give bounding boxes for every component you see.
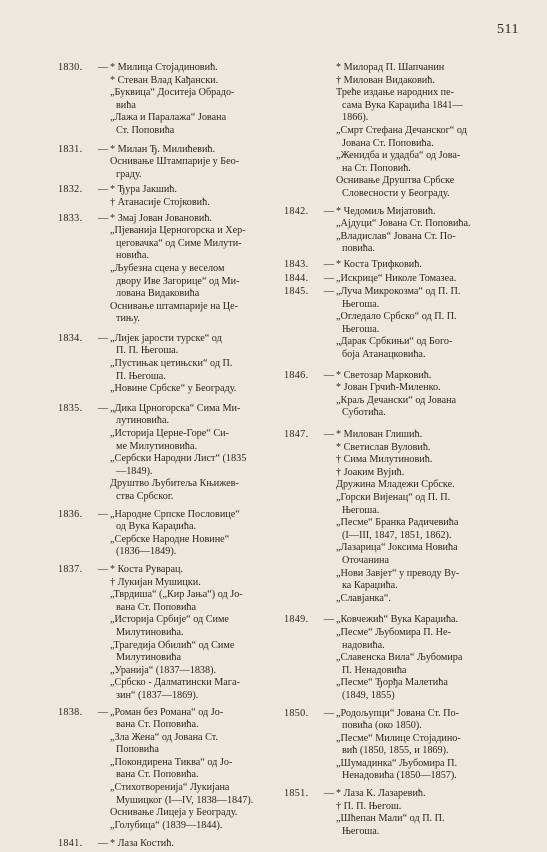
entry-line: повића (око 1850). <box>342 720 422 732</box>
entry-year: 1833. <box>58 212 83 224</box>
chronology-entry <box>58 838 290 851</box>
entry-year: 1837. <box>58 563 83 575</box>
entry-line: * Коста Трифковић. <box>336 258 422 270</box>
entry-line: (1849, 1855) <box>342 689 395 701</box>
entry-line: „Славјанка“. <box>336 592 391 604</box>
entry-dash: — <box>97 563 109 575</box>
entry-line: ства Србског. <box>116 491 174 502</box>
chronology-entry <box>58 213 290 326</box>
entry-lines <box>336 614 506 702</box>
entry-line: П. Ненадовића <box>342 664 407 676</box>
entry-line: † Јоаким Вујић. <box>336 466 405 478</box>
entry-lines <box>336 273 506 286</box>
entry-line: „Пустињак цетињски“ од П. <box>110 358 233 370</box>
entry-lines <box>110 403 290 504</box>
entry-dash: — <box>97 508 109 520</box>
entry-year: 1851. <box>284 788 309 800</box>
entry-line: „Ајдуци“ Јована Ст. Поповића. <box>336 218 471 230</box>
entry-dash: — <box>97 838 109 850</box>
entry-line: Мушицког (I—IV, 1838—1847). <box>116 794 254 806</box>
entry-line: надовића. <box>342 639 385 651</box>
entry-year: 1834. <box>58 332 83 344</box>
entry-lines <box>110 838 290 851</box>
entry-line: Оснивање Лицеја у Београду. <box>110 807 238 819</box>
entry-lines <box>110 213 290 326</box>
entry-lines <box>336 259 506 272</box>
entry-line: * Светислав Вуловић. <box>336 441 431 453</box>
entry-line: „Песме“ Бранка Радичевића <box>336 517 459 529</box>
entry-line: Треће издање народних пе- <box>336 87 455 99</box>
entry-lines <box>110 707 290 833</box>
entry-line: „Родољупци“ Јована Ст. По- <box>336 707 459 719</box>
entry-lines <box>110 184 290 209</box>
entry-line: „Покондирена Тиква“ од Јо- <box>110 756 233 768</box>
chronology-entry <box>284 788 506 838</box>
entry-lines <box>336 370 506 420</box>
entry-line: „Горски Вијенац“ од П. П. <box>336 492 451 503</box>
entry-line: * Коста Руварац. <box>110 563 184 575</box>
entry-line: (1836—1849). <box>116 546 177 558</box>
entry-line: Друштво Љубитеља Књижев- <box>110 478 239 490</box>
entry-year: 1850. <box>284 707 309 719</box>
entry-year: 1846. <box>284 369 309 381</box>
chronology-entry <box>284 273 506 286</box>
entry-line: † Атанасије Стојковић. <box>110 196 210 208</box>
entry-dash: — <box>97 402 109 414</box>
entry-line: Оснивање Друштва Србске <box>336 175 455 187</box>
entry-dash: — <box>323 286 335 298</box>
entry-line: вић (1850, 1855, и 1869). <box>342 745 449 757</box>
entry-line: „Шумадинка“ Љубомира П. <box>336 757 458 769</box>
entry-line: боја Атанацковића. <box>342 349 426 361</box>
entry-dash: — <box>97 212 109 224</box>
entry-year: 1835. <box>58 402 83 414</box>
entry-line: „Песме“ Љубомира П. Не- <box>336 626 451 638</box>
entry-lines <box>336 206 506 256</box>
chronology-entry <box>58 707 290 833</box>
entry-line: Милутиновића. <box>116 626 184 638</box>
entry-line: * Милован Глишић. <box>336 429 423 441</box>
entry-line: * Светозар Марковић. <box>336 369 432 381</box>
entry-line: од Вука Караџића. <box>116 521 197 533</box>
entry-line: „Огледало Србско“ од П. П. <box>336 311 457 323</box>
entry-line: Поповића <box>116 744 159 756</box>
entry-line: „Владислав“ Јована Ст. По- <box>336 230 456 242</box>
entry-line: Ненадовића (1850—1857). <box>342 770 457 782</box>
entry-line: вана Ст. Поповића. <box>116 769 199 781</box>
entry-dash: — <box>323 788 335 800</box>
entry-year: 1844. <box>284 272 309 284</box>
entry-line: „Песме“ Ђорђа Малетића <box>336 677 448 689</box>
entry-line: * Јован Грчић-Миленко. <box>336 382 441 394</box>
entry-line: „Ковчежић“ Вука Караџића. <box>336 614 459 626</box>
entry-line: „Буквица“ Доситеја Обрадо- <box>110 87 235 99</box>
entry-line: * Милорад П. Шапчанин <box>336 62 445 73</box>
entry-line: двору Иве Загорице“ од Ми- <box>116 275 240 287</box>
entry-line: „Уранија“ (1837—1838). <box>110 664 217 676</box>
entry-line: „Песме“ Милице Стојадино- <box>336 732 461 744</box>
entry-line: * Милица Стојадиновић. <box>110 62 218 73</box>
entry-year: 1836. <box>58 508 83 520</box>
entry-line: * Ђура Јакшић. <box>110 184 177 196</box>
entry-line: лутиновића. <box>116 415 170 427</box>
entry-lines <box>336 429 506 605</box>
entry-line: Суботића. <box>342 407 386 419</box>
entry-line: П. П. Његоша. <box>116 345 179 357</box>
entry-line: „Тврдиша“ („Кир Јања“) од Јо- <box>110 589 243 601</box>
entry-line: † П. П. Његош. <box>336 800 402 812</box>
chronology-entry <box>58 403 290 504</box>
entry-year: 1838. <box>58 706 83 718</box>
entry-dash: — <box>97 706 109 718</box>
entry-line: „Сербски Народни Лист“ (1835 <box>110 453 247 465</box>
chronology-entry <box>58 509 290 559</box>
entry-lines <box>336 286 506 362</box>
entry-line: „Женидба и удадба“ од Јова- <box>336 150 461 162</box>
entry-line: „Луча Микрокозма“ од П. П. <box>336 286 461 298</box>
entry-line: † Сима Милутиновић. <box>336 454 433 466</box>
entry-line: „Славенска Вила“ Љубомира <box>336 652 463 664</box>
entry-line: * Милан Ђ. Милићевић. <box>110 143 216 155</box>
entry-line: повића. <box>342 243 375 255</box>
entry-line: Његоша. <box>342 825 380 837</box>
entry-year: 1843. <box>284 258 309 270</box>
entry-line: * Стеван Влад Кађански. <box>110 74 219 86</box>
chronology-entry <box>284 259 506 272</box>
entry-line: Оснивање Штампарије у Бео- <box>110 156 240 168</box>
entry-line: * Змај Јован Јовановић. <box>110 212 212 224</box>
entry-dash: — <box>323 205 335 217</box>
entry-line: „Дика Црногорска“ Сима Ми- <box>110 402 241 414</box>
entry-line: вана Ст. Поповића. <box>116 719 199 731</box>
entry-dash: — <box>97 332 109 344</box>
entry-line: на Ст. Поповић. <box>342 162 411 174</box>
entry-dash: — <box>323 369 335 381</box>
chronology-entry <box>58 333 290 396</box>
chronology-entry <box>284 708 506 784</box>
entry-year: 1849. <box>284 614 309 626</box>
chronology-entry <box>284 206 506 256</box>
entry-dash: — <box>97 184 109 196</box>
entry-line: ка Караџића. <box>342 580 398 592</box>
entry-line: „Смрт Стефана Дечанског“ од <box>336 124 467 136</box>
entry-line: „Зла Жена“ од Јована Ст. <box>110 731 219 743</box>
entry-line: „Голубица“ (1839—1844). <box>110 819 223 831</box>
entry-line: „Историја Србије“ од Симе <box>110 614 229 626</box>
entry-line: Његоша. <box>342 298 380 310</box>
entry-line: Дружина Младежи Србске. <box>336 479 455 491</box>
entry-line: (I—III, 1847, 1851, 1862). <box>342 529 452 541</box>
entry-line: цеговачка“ од Симе Милути- <box>116 237 242 249</box>
entry-line: П. Његоша. <box>116 370 166 382</box>
entry-year: 1845. <box>284 286 309 298</box>
page-number: 511 <box>497 22 519 37</box>
entry-line: Његоша. <box>342 323 380 335</box>
entry-year: 1842. <box>284 205 309 217</box>
chronology-entry <box>284 370 506 420</box>
entry-line: * Чедомиљ Мијатовић. <box>336 205 436 217</box>
entry-dash: — <box>323 614 335 626</box>
entry-line: „Искрице“ Николе Томазеа. <box>336 272 457 284</box>
entry-line: „Краљ Дечански“ од Јована <box>336 394 457 406</box>
entry-line: „Трагедија Обилић“ од Симе <box>110 639 235 651</box>
entry-line: Милутиновића <box>116 652 182 664</box>
entry-line: Ст. Поповића <box>116 124 175 136</box>
entry-line: „Историја Церне-Горе“ Си- <box>110 428 230 440</box>
entry-year: 1830. <box>58 62 83 73</box>
entry-line: Његоша. <box>342 504 380 516</box>
entry-line: тињу. <box>116 313 140 325</box>
entry-lines <box>336 708 506 784</box>
chronology-entry <box>58 564 290 703</box>
entry-line: „Пјеванија Церногорска и Хер- <box>110 225 246 237</box>
entry-year: 1847. <box>284 429 309 441</box>
entry-line: „Дарак Србкињи“ од Бого- <box>336 336 453 348</box>
entry-line: Словесности у Београду. <box>342 187 450 199</box>
chronology-entry <box>58 144 290 182</box>
entry-line: „Лијек јарости турске“ од <box>110 332 222 344</box>
entry-dash: — <box>97 62 109 73</box>
entry-line: „Шћепан Мали“ од П. П. <box>336 813 445 825</box>
entry-line: „Сербске Народне Новине“ <box>110 533 230 545</box>
left-column <box>58 62 290 852</box>
entry-line: „Народне Српске Пословице“ <box>110 508 240 520</box>
entry-lines <box>336 62 506 201</box>
entry-line: —1849). <box>116 465 153 477</box>
entry-lines <box>110 144 290 182</box>
entry-line: лована Видаковића <box>116 288 200 300</box>
entry-line: сама Вука Караџића 1841— <box>342 99 463 111</box>
entry-lines <box>110 62 290 138</box>
entry-line: вића <box>116 99 136 111</box>
entry-lines <box>110 509 290 559</box>
entry-year: 1832. <box>58 184 83 196</box>
entry-line: * Лаза К. Лазаревић. <box>336 788 426 800</box>
entry-line: вана Ст. Поповића <box>116 601 197 613</box>
entry-line: граду. <box>116 168 142 180</box>
entry-lines <box>110 333 290 396</box>
entry-line: „Лазарица“ Јоксима Новића <box>336 542 458 554</box>
entry-line: 1866). <box>342 112 369 124</box>
entry-dash: — <box>97 143 109 155</box>
entry-year: 1831. <box>58 143 83 155</box>
entry-dash: — <box>323 258 335 270</box>
entry-line: * Лаза Костић. <box>110 838 174 850</box>
entry-lines <box>336 788 506 838</box>
chronology-entry <box>284 62 506 201</box>
entry-dash: — <box>323 707 335 719</box>
entry-line: новића. <box>116 250 149 262</box>
entry-line: ме Милутиновића. <box>116 440 198 452</box>
entry-line: Оточанина <box>342 554 390 566</box>
entry-line: „Роман без Романа“ од Јо- <box>110 706 224 718</box>
entry-line: „Љубезна сцена у веселом <box>110 262 225 274</box>
chronology-entry <box>58 184 290 209</box>
entry-line: „Новине Србске“ у Београду. <box>110 383 237 395</box>
entry-line: „Стихотворенија“ Лукијана <box>110 782 230 794</box>
chronology-entry <box>284 614 506 702</box>
entry-lines <box>110 564 290 703</box>
chronology-entry <box>284 429 506 605</box>
entry-line: † Лукијан Мушицки. <box>110 576 201 588</box>
entry-line: Јована Ст. Поповића. <box>342 137 434 149</box>
entry-dash: — <box>323 272 335 284</box>
entry-line: Оснивање штампарије на Це- <box>110 300 239 312</box>
entry-line: „Лажа и Паралажа“ Јована <box>110 112 227 124</box>
entry-year: 1841. <box>58 838 83 850</box>
chronology-entry <box>58 62 290 138</box>
entry-line: зин“ (1837—1869). <box>116 689 199 701</box>
entry-line: „Нови Завјет“ у преводу Ву- <box>336 567 460 579</box>
chronology-entry <box>284 286 506 362</box>
right-column <box>284 62 506 839</box>
entry-dash: — <box>323 429 335 441</box>
entry-line: „Србско - Далматински Мага- <box>110 677 240 689</box>
entry-line: † Милован Видаковић. <box>336 74 435 86</box>
